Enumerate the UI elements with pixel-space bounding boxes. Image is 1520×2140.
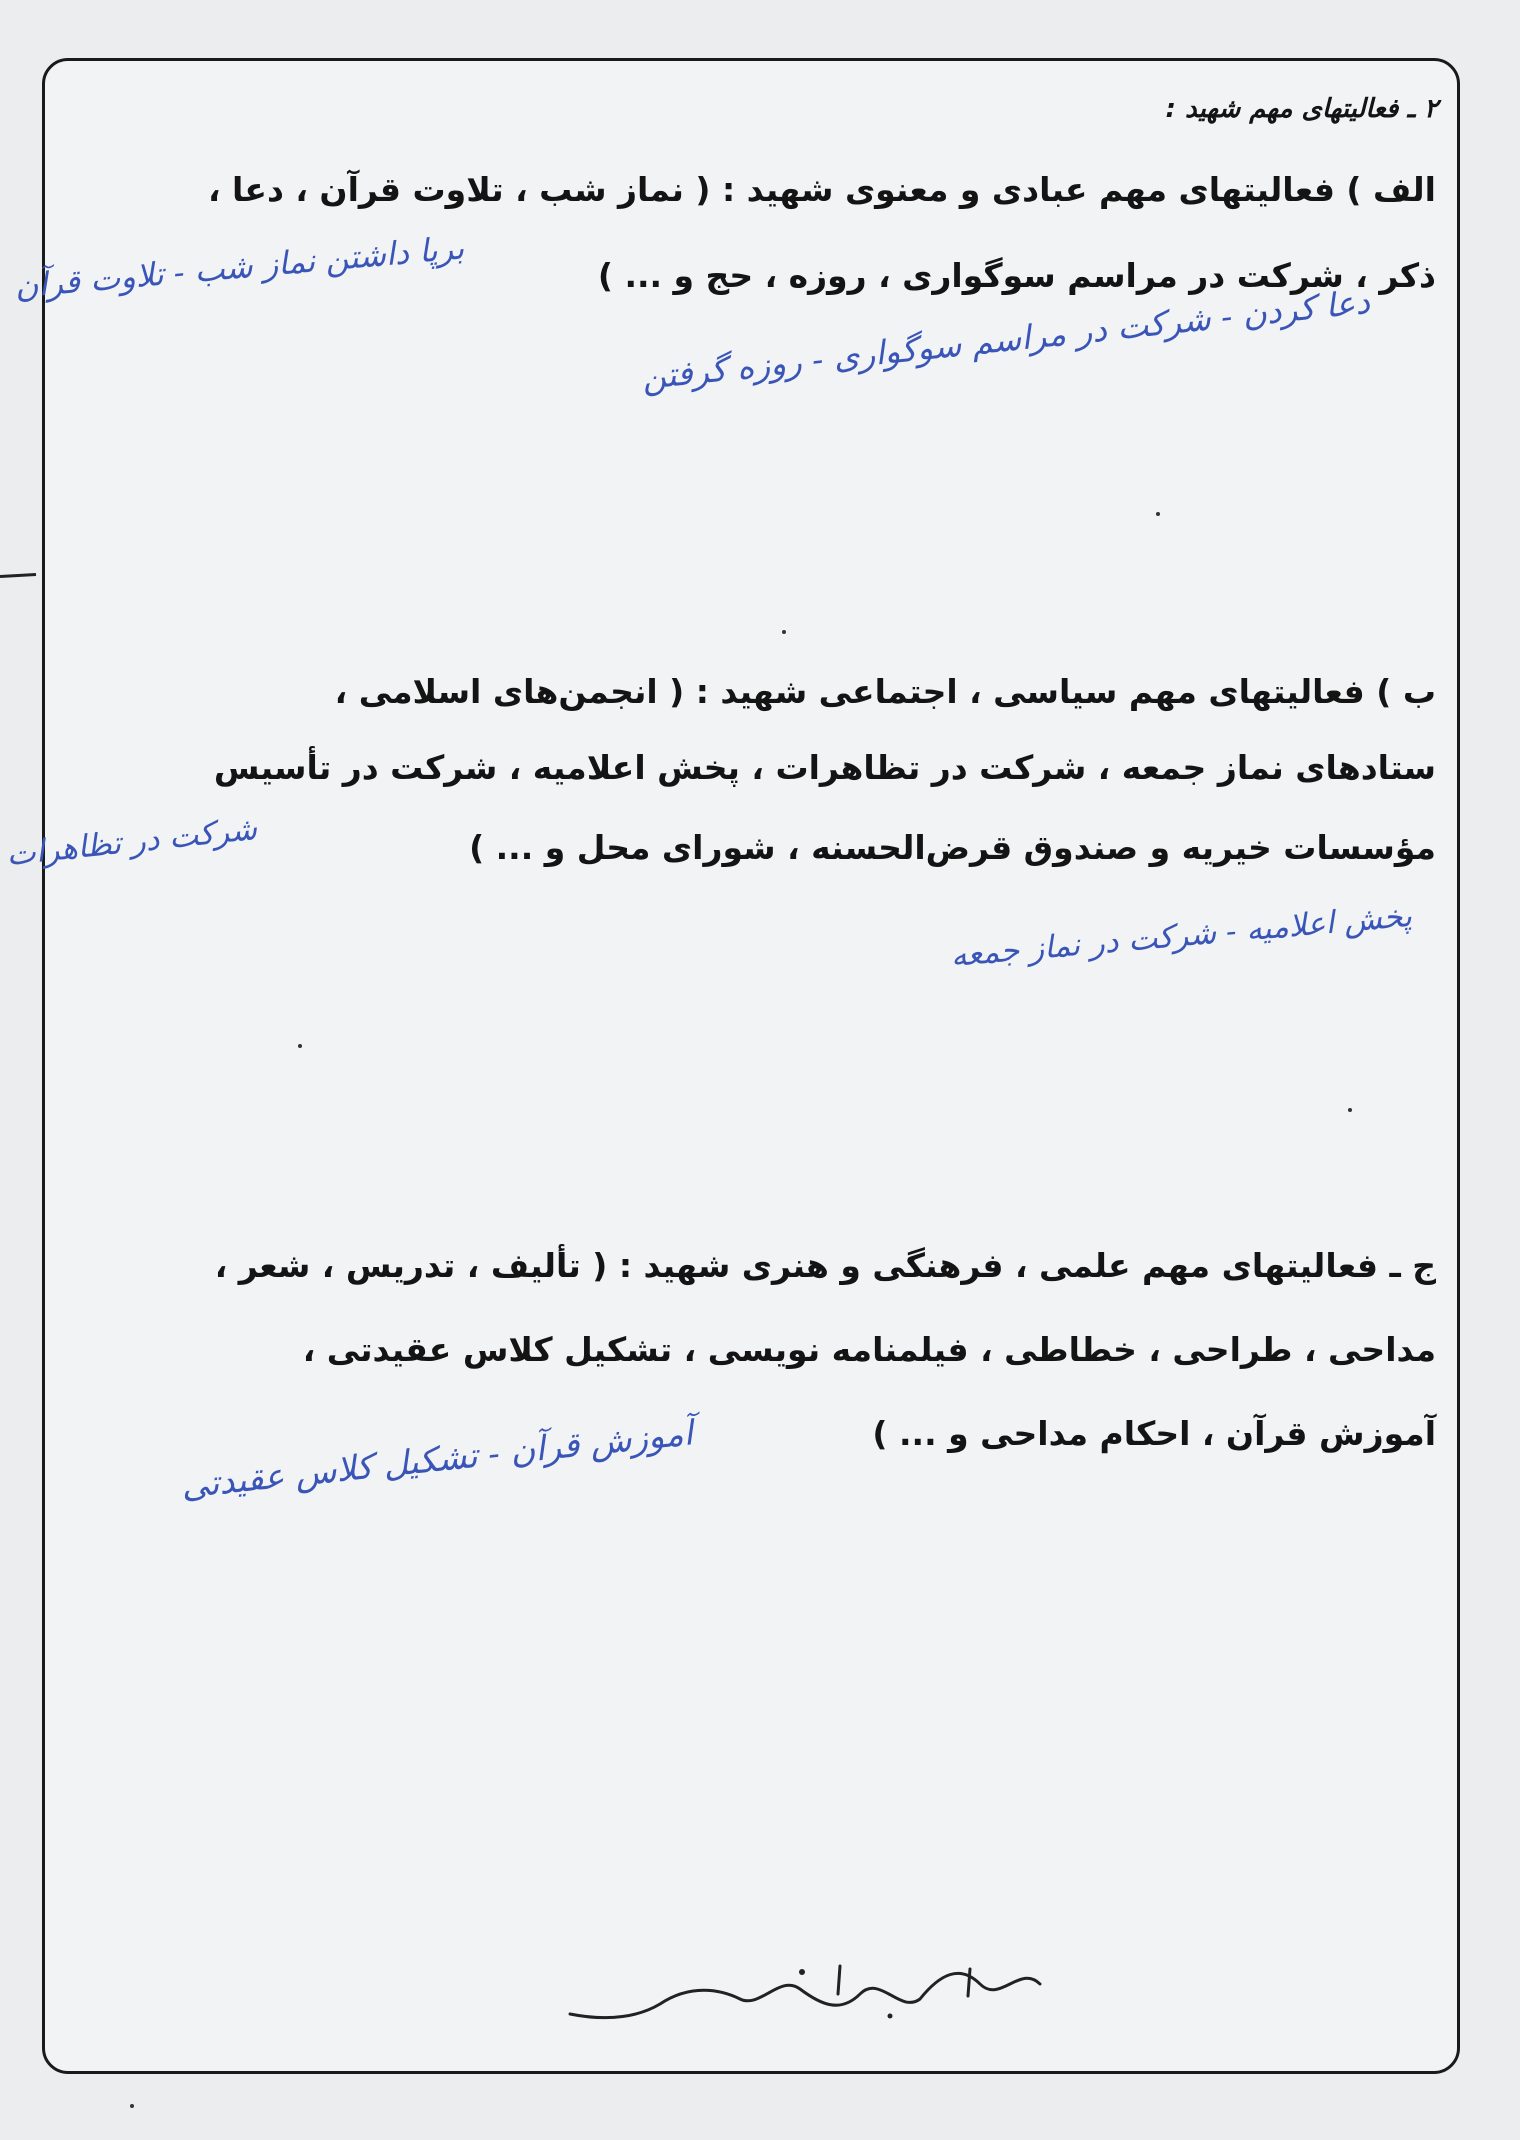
scan-edge-mark — [0, 573, 36, 578]
section-a-line-1: الف ) فعالیتهای مهم عبادی و معنوی شهید : ( نماز شب ، تلاوت قرآن ، دعا ، — [208, 170, 1436, 209]
scan-speck — [298, 1044, 302, 1048]
handwritten-signature — [540, 1954, 1080, 2034]
scan-speck — [1348, 1108, 1352, 1112]
section-b-line-3: مؤسسات خیریه و صندوق قرض‌الحسنه ، شورای محل و ... ) — [469, 828, 1436, 867]
handwritten-answer-c-1: آموزش قرآن - تشکیل کلاس عقیدتی — [179, 1413, 695, 1507]
handwritten-answer-b-1: شرکت در تظاهرات — [4, 810, 259, 874]
section-heading: ۲ ـ فعالیتهای مهم شهید : — [1165, 94, 1438, 124]
section-a-line-2: ذکر ، شرکت در مراسم سوگواری ، روزه ، حج و ... ) — [597, 256, 1436, 295]
section-c-line-3: آموزش قرآن ، احکام مداحی و ... ) — [872, 1414, 1436, 1453]
section-c-line-1: ج ـ فعالیتهای مهم علمی ، فرهنگی و هنری شهید : ( تألیف ، تدریس ، شعر ، — [214, 1246, 1436, 1285]
section-b-line-1: ب ) فعالیتهای مهم سیاسی ، اجتماعی شهید : ( انجمن‌های اسلامی ، — [334, 672, 1436, 711]
section-b-line-2: ستادهای نماز جمعه ، شرکت در تظاهرات ، پخش اعلامیه ، شرکت در تأسیس — [213, 748, 1436, 787]
section-c-line-2: مداحی ، طراحی ، خطاطی ، فیلمنامه نویسی ، تشکیل کلاس عقیدتی ، — [302, 1330, 1436, 1369]
scan-speck — [130, 2104, 134, 2108]
signature-scribble — [540, 1954, 1080, 2034]
handwritten-answer-a-2: دعا کردن - شرکت در مراسم سوگواری - روزه گرفتن — [639, 281, 1372, 398]
handwritten-answer-b-2: پخش اعلامیه - شرکت در نماز جمعه — [949, 897, 1414, 975]
handwritten-answer-a-1: برپا داشتن نماز شب - تلاوت قرآن — [13, 228, 466, 306]
scan-speck — [782, 630, 786, 634]
scan-speck — [1156, 512, 1160, 516]
